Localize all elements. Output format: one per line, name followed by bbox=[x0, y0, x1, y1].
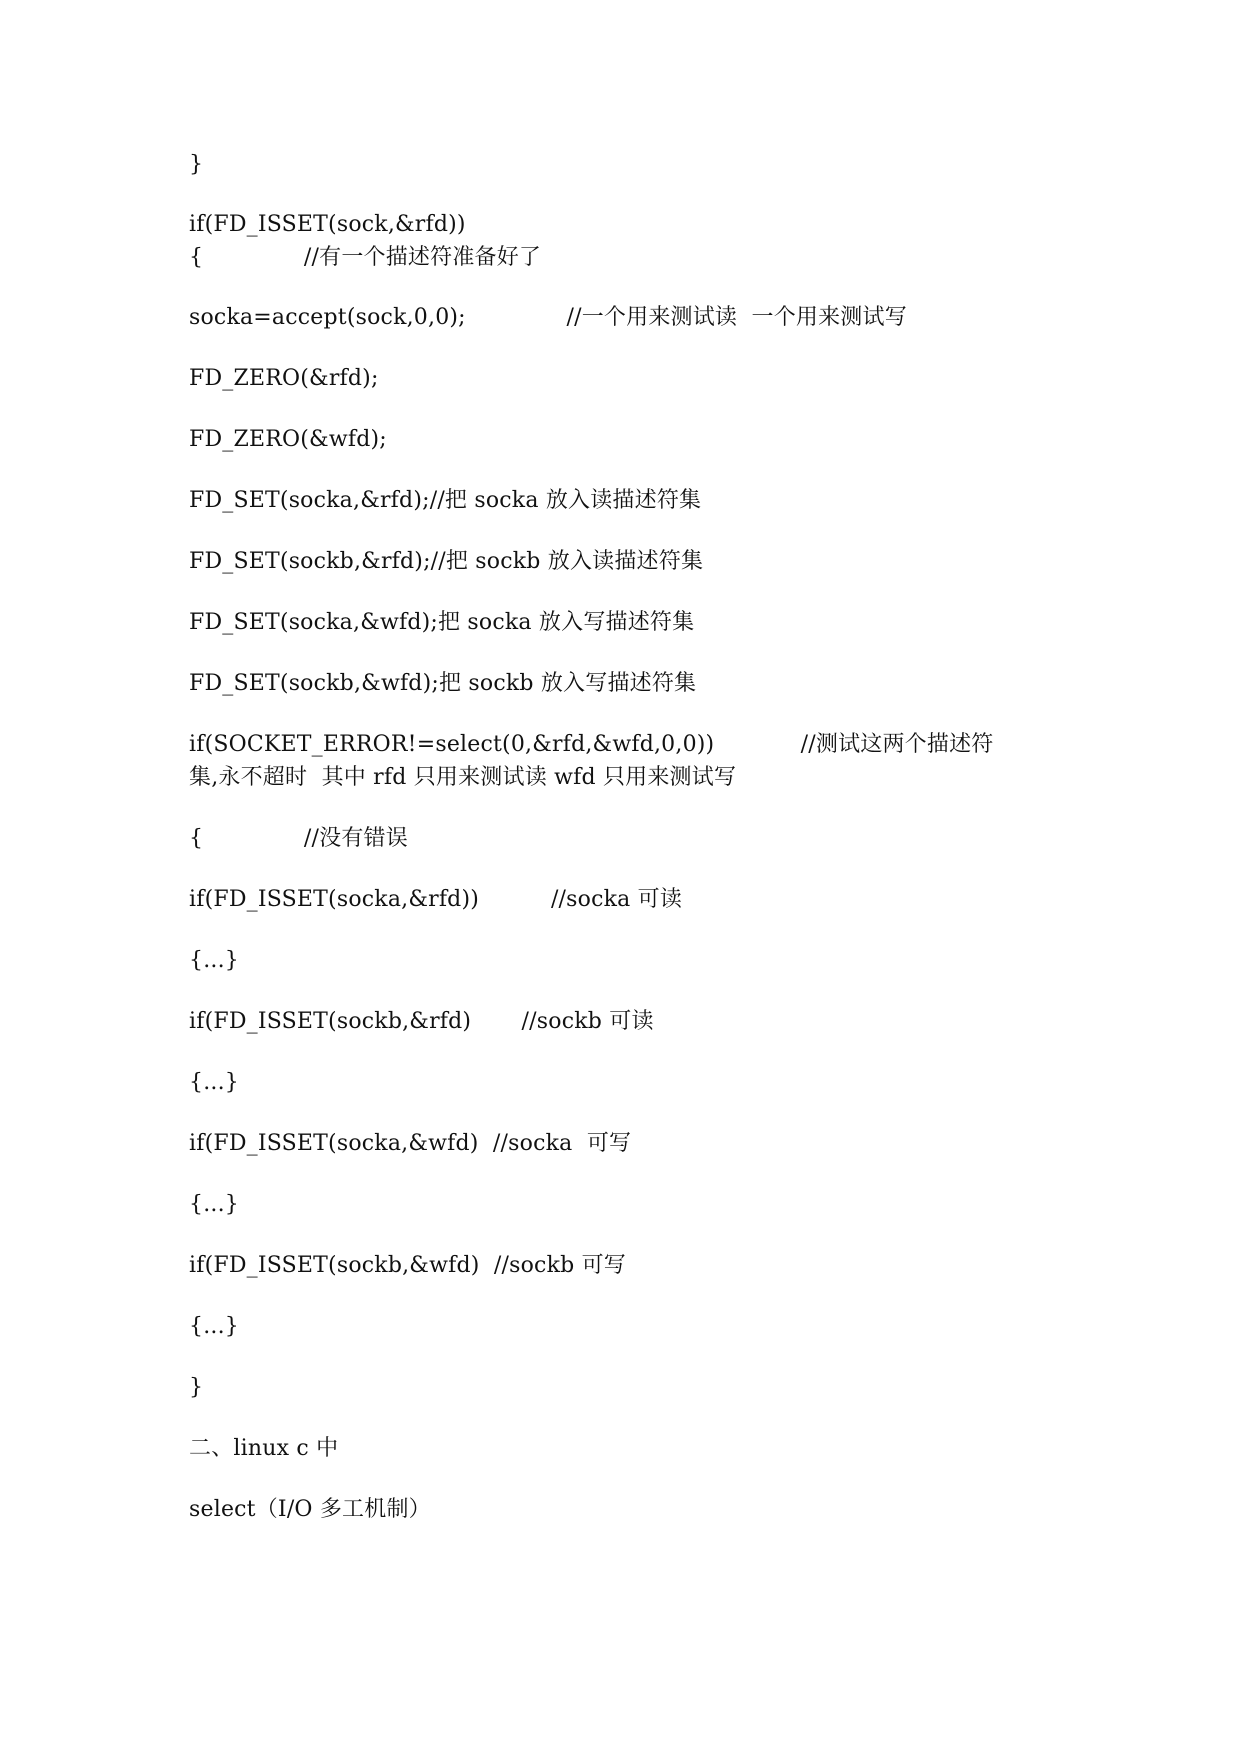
code-line: { //有一个描述符准备好了 bbox=[189, 245, 542, 270]
code-line: 集,永不超时 其中 rfd 只用来测试读 wfd 只用来测试写 bbox=[189, 765, 737, 790]
code-line: {...} bbox=[189, 948, 239, 973]
code-line: FD_SET(sockb,&rfd);//把 sockb 放入读描述符集 bbox=[189, 549, 704, 574]
code-line: FD_SET(socka,&rfd);//把 socka 放入读描述符集 bbox=[189, 488, 702, 513]
code-line: if(FD_ISSET(socka,&wfd) //socka 可写 bbox=[189, 1131, 632, 1156]
code-line: FD_ZERO(&wfd); bbox=[189, 427, 387, 452]
code-line: } bbox=[189, 1375, 204, 1400]
code-line: { //没有错误 bbox=[189, 826, 408, 851]
code-line: {...} bbox=[189, 1314, 239, 1339]
code-line: {...} bbox=[189, 1070, 239, 1095]
code-line: FD_ZERO(&rfd); bbox=[189, 366, 379, 391]
code-line: socka=accept(sock,0,0); //一个用来测试读 一个用来测试写 bbox=[189, 305, 907, 330]
code-line: if(FD_ISSET(sockb,&wfd) //sockb 可写 bbox=[189, 1253, 626, 1278]
code-line: FD_SET(sockb,&wfd);把 sockb 放入写描述符集 bbox=[189, 671, 697, 696]
code-line: if(FD_ISSET(socka,&rfd)) //socka 可读 bbox=[189, 887, 683, 912]
code-line: if(FD_ISSET(sockb,&rfd) //sockb 可读 bbox=[189, 1009, 654, 1034]
code-line: } bbox=[189, 152, 204, 177]
code-line: {...} bbox=[189, 1192, 239, 1217]
section-heading: 二、linux c 中 bbox=[189, 1436, 339, 1461]
code-line: FD_SET(socka,&wfd);把 socka 放入写描述符集 bbox=[189, 610, 695, 635]
section-subheading: select（I/O 多工机制） bbox=[189, 1497, 431, 1522]
code-line: if(FD_ISSET(sock,&rfd)) bbox=[189, 212, 466, 237]
code-line: if(SOCKET_ERROR!=select(0,&rfd,&wfd,0,0)) //测试这两个描述符 bbox=[189, 732, 994, 757]
